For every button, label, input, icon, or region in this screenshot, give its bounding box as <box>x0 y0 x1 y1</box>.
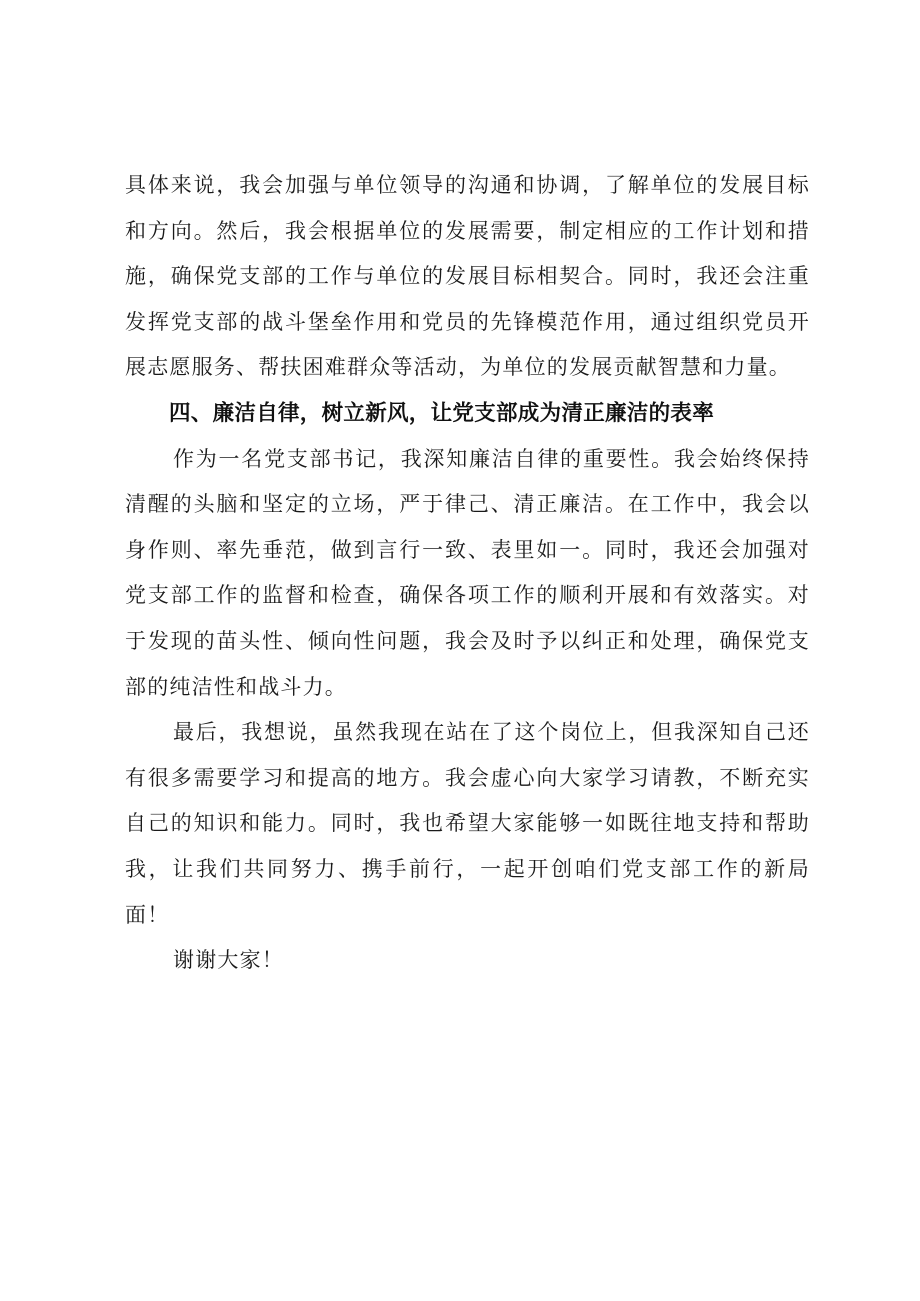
document-body <box>125 163 810 984</box>
paragraph-unit-goals: 具体来说，我会加强与单位领导的沟通和协调，了解单位的发展目标和方向。然后，我会根据单位的发展需要，制定相应的工作计划和措施，确保党支部的工作与单位的发展目标相契合。同时，我还会注重发挥党支部的战斗堡垒作用和党员的先锋模范作用，通过组织党员开展志愿服务、帮扶困难群众等活动，为单位的发展贡献智慧和力量。 <box>125 173 810 380</box>
paragraph-integrity: 作为一名党支部书记，我深知廉洁自律的重要性。我会始终保持清醒的头脑和坚定的立场，严于律己、清正廉洁。在工作中，我会以身作则、率先垂范，做到言行一致、表里如一。同时，我还会加强对党支部工作的监督和检查，确保各项工作的顺利开展和有效落实。对于发现的苗头性、倾向性问题，我会及时予以纠正和处理，确保党支部的纯洁性和战斗力。 <box>125 446 810 699</box>
paragraph-closing: 最后，我想说，虽然我现在站在了这个岗位上，但我深知自己还有很多需要学习和提高的地方。我会虚心向大家学习请教，不断充实自己的知识和能力。同时，我也希望大家能够一如既往地支持和帮助我，让我们共同努力、携手前行，一起开创咱们党支部工作的新局面！ <box>125 720 810 927</box>
section-heading-integrity: 四、廉洁自律，树立新风，让党支部成为清正廉洁的表率 <box>169 400 715 426</box>
paragraph-thanks: 谢谢大家！ <box>173 948 284 973</box>
